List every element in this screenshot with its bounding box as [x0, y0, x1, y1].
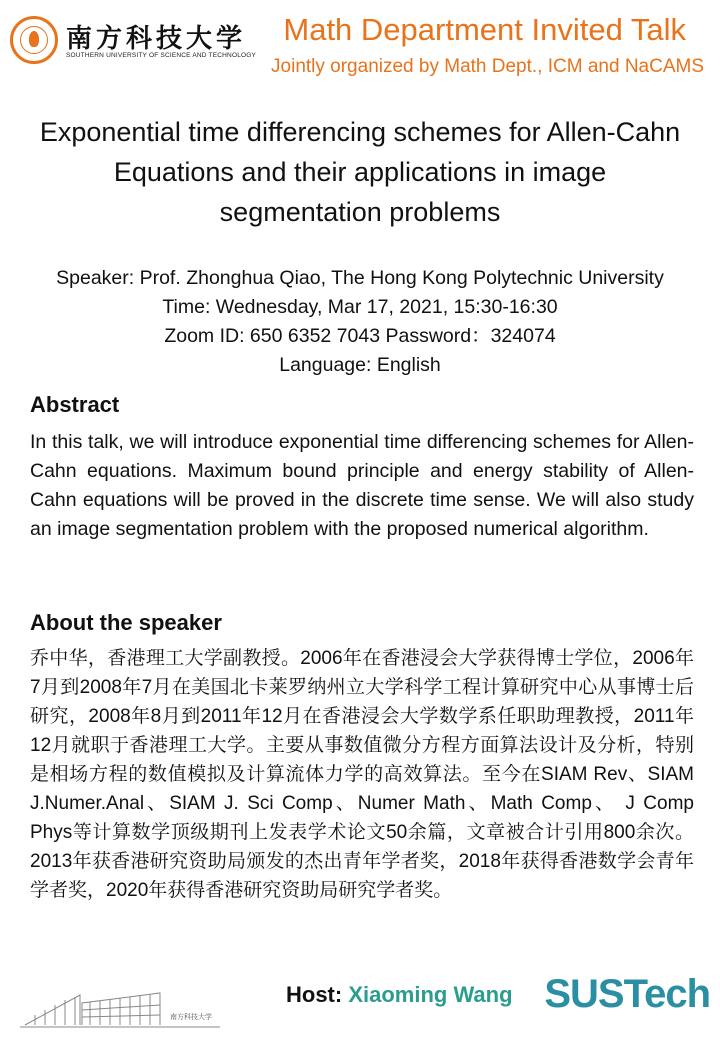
abstract-heading: Abstract	[30, 392, 120, 417]
header	[0, 0, 720, 90]
zoom-line: Zoom ID: 650 6352 7043 Password：324074	[164, 325, 556, 347]
campus-building-icon	[20, 975, 220, 1030]
speaker-heading: About the speaker	[30, 610, 222, 635]
language-line: Language: English	[279, 354, 441, 376]
university-logo-chinese: 南方科技大学	[66, 24, 247, 54]
talk-title: Exponential time differencing schemes for Allen-Cahn Equations and their applications in image segmentation problems	[39, 117, 681, 227]
speaker-bio: 乔中华，香港理工大学副教授。2006年在香港浸会大学获得博士学位，2006年7月到2008年7月在美国北卡莱罗纳州立大学科学工程计算研究中心从事博士后研究，2008年8月到2011年12月在香港浸会大学数学系任职助理教授，2011年12月就职于香港理工大学。主要从事数值微分方程方面算法设计及分析，特别是相场方程的数值模拟及计算流体力学的高效算法。至今在SIAM Rev、SIAM J.Numer.Anal、SIAM J. Sci Comp、Numer Math、Math Comp、 J Comp Phys等计算数学顶级期刊上发表学术论文50余篇，文章被合计引用800余次。2013年获香港研究资助局颁发的杰出青年学者奖，2018年获得香港数学会青年学者奖，2020年获得香港研究资助局研究学者奖。	[30, 648, 694, 901]
talk-info	[10, 264, 710, 380]
department-title: Math Department Invited Talk	[283, 12, 686, 47]
speaker-line: Speaker: Prof. Zhonghua Qiao, The Hong Kong Polytechnic University	[56, 267, 664, 289]
university-logo-english: SOUTHERN UNIVERSITY OF SCIENCE AND TECHNOLOGY	[66, 52, 257, 59]
university-seal-icon	[10, 16, 58, 64]
sustech-logo: SUSTech	[544, 972, 710, 1016]
department-subtitle: Jointly organized by Math Dept., ICM and NaCAMS	[271, 56, 704, 77]
abstract-text: In this talk, we will introduce exponential time differencing schemes for Allen-Cahn equations. Maximum bound principle and energy stability of Allen-Cahn equations will be proved in the discrete time sense. We will also study an image segmentation problem with the proposed numerical algorithm.	[30, 431, 694, 540]
svg-text:南方科技大学: 南方科技大学	[170, 1013, 212, 1021]
time-line: Time: Wednesday, Mar 17, 2021, 15:30-16:30	[162, 296, 558, 318]
host-line	[286, 982, 513, 1008]
host-name: Xiaoming Wang	[348, 982, 513, 1007]
host-label: Host:	[286, 982, 343, 1007]
